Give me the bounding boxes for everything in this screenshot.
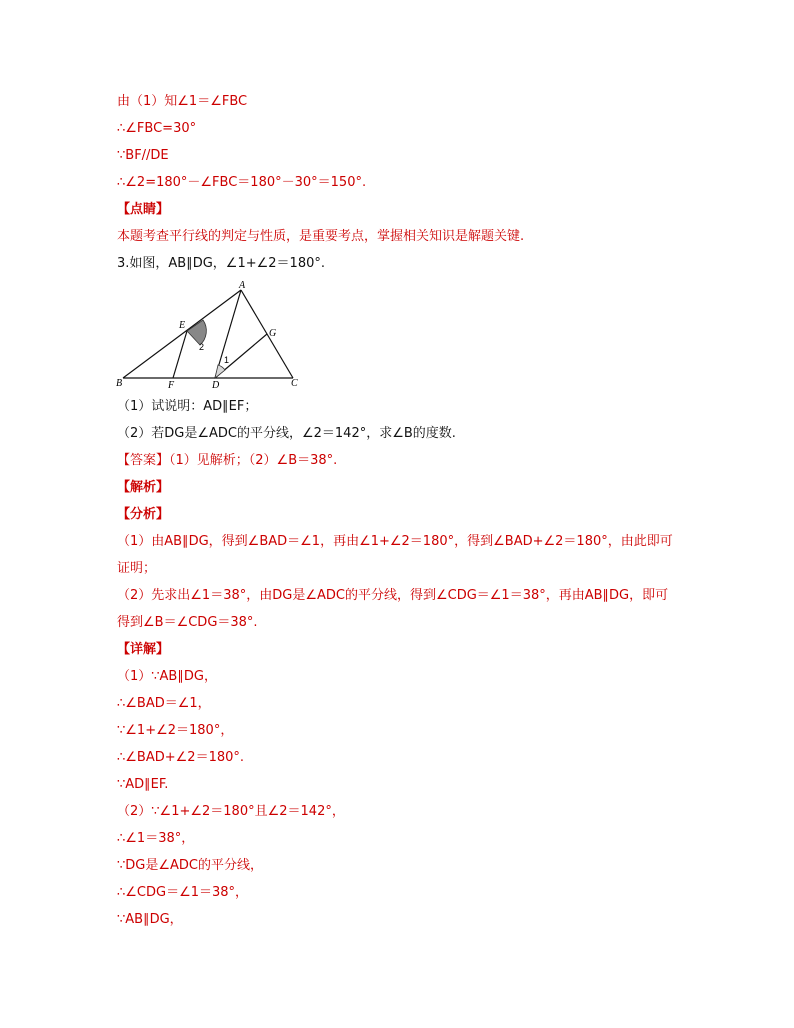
geometry-figure — [115, 278, 315, 390]
question-part-2: （2）若DG是∠ADC的平分线，∠2＝142°，求∠B的度数. — [117, 426, 456, 441]
label-c: C — [291, 378, 298, 389]
label-b: B — [116, 378, 123, 389]
text-line: （1）由AB∥DG，得到∠BAD＝∠1，再由∠1+∠2＝180°，得到∠BAD+∠2＝180°，由此即可 — [117, 534, 673, 549]
text-line: ∴∠FBC=30° — [117, 121, 197, 136]
angle-1-marker — [215, 365, 225, 378]
text-line: （2）∵∠1+∠2＝180°且∠2＝142°， — [117, 804, 345, 819]
text-line: ∴∠CDG＝∠1＝38°， — [117, 885, 249, 900]
label-angle-2: 2 — [199, 342, 205, 352]
text-line: （1）∵AB∥DG， — [117, 669, 217, 684]
text-line: ∴∠1＝38°， — [117, 831, 195, 846]
text-line: ∵DG是∠ADC的平分线， — [117, 858, 263, 873]
text-line: ∴∠BAD＝∠1， — [117, 696, 211, 711]
label-f: F — [168, 380, 175, 390]
question-title: 3.如图，AB∥DG，∠1+∠2＝180°. — [117, 256, 325, 271]
section-heading: 【解析】 — [117, 480, 170, 495]
text-line: 由（1）知∠1＝∠FBC — [117, 94, 248, 109]
text-line: ∵∠1+∠2＝180°， — [117, 723, 234, 738]
question-part-1: （1）试说明：AD∥EF； — [117, 399, 258, 414]
section-heading: 【分析】 — [117, 507, 170, 522]
answer-line: 【答案】（1）见解析；（2）∠B＝38°. — [117, 453, 338, 468]
text-line: ∴∠2=180°－∠FBC＝180°－30°＝150°. — [117, 175, 367, 190]
label-e: E — [179, 320, 186, 331]
text-line: 本题考查平行线的判定与性质，是重要考点，掌握相关知识是解题关键. — [117, 229, 525, 244]
text-line: ∵AD∥EF. — [117, 777, 169, 792]
label-angle-1: 1 — [224, 355, 230, 365]
label-g: G — [269, 328, 277, 339]
text-line: （2）先求出∠1＝38°，由DG是∠ADC的平分线，得到∠CDG＝∠1＝38°，再由AB∥DG，即可 — [117, 588, 669, 603]
text-line: 证明； — [117, 561, 157, 576]
label-a: A — [239, 280, 246, 291]
section-heading: 【点睛】 — [117, 202, 170, 217]
text-line: ∵BF//DE — [117, 148, 169, 163]
text-line: ∴∠BAD+∠2＝180°. — [117, 750, 245, 765]
label-d: D — [212, 380, 220, 390]
section-heading: 【详解】 — [117, 642, 170, 657]
text-line: 得到∠B＝∠CDG＝38°. — [117, 615, 258, 630]
segment-ef — [173, 331, 187, 378]
text-line: ∵AB∥DG， — [117, 912, 183, 927]
